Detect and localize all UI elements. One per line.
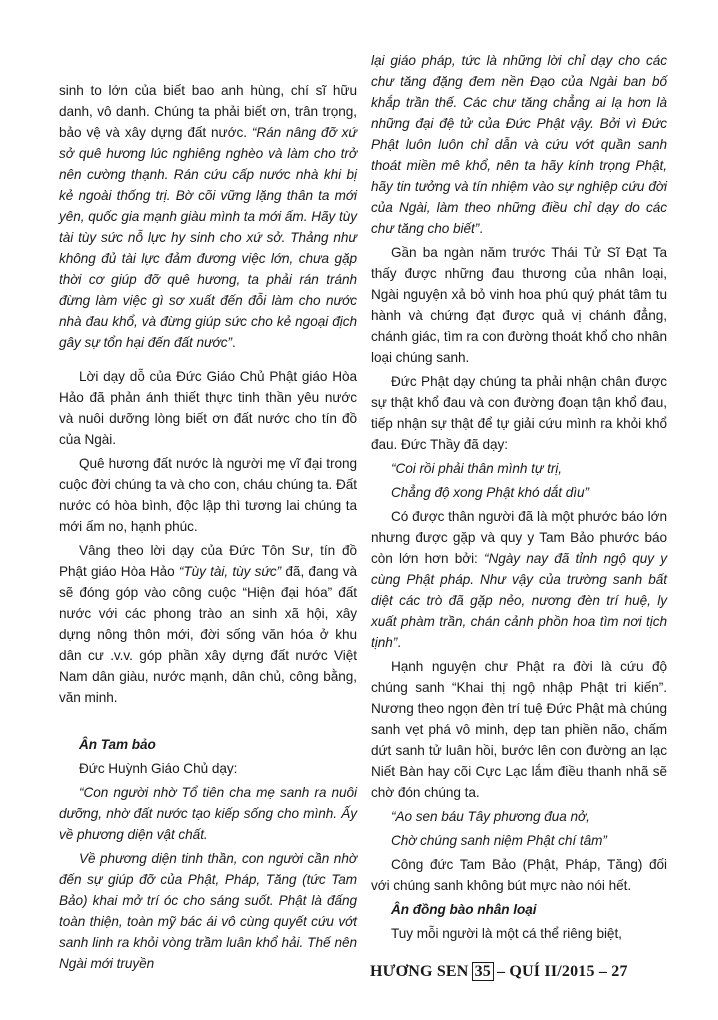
text-run: Đức Phật dạy chúng ta phải nhận chân được sự thật khổ đau và con đường đoạn tận khổ đau, tiếp nhận sự thật để tự giải cứu mình ra khỏi khổ đau. Đức Thầy đã dạy: xyxy=(371,374,667,452)
paragraph xyxy=(59,540,357,708)
text-run: Quê hương đất nước là người mẹ vĩ đại trong cuộc đời chúng ta và cho con, cháu chúng ta. Đất nước có hòa bình, độc lập thì tương lai chúng ta mới ấm no, hạnh phúc. xyxy=(59,456,357,534)
verse-line xyxy=(371,830,667,851)
text-run: . xyxy=(397,635,401,650)
right-column xyxy=(371,50,667,944)
italic-text-run: “Tùy tài, tùy sức” xyxy=(178,564,282,579)
italic-text-run: “Rán nâng đỡ xứ sở quê hương lúc nghiêng nghèo và làm cho trở nên cường thạnh. Rán cứu cấp nước nhà khi bị kẻ ngoài thống trị. Bờ cõi vững lặng thân ta mới yên, quốc gia mạnh giàu mình ta mới ấm. Hãy tùy tài tùy sức nỗ lực hy sinh cho xứ sở. Thảng như không đủ tài lực đảm đương việc lớn, chưa gặp thời cơ giúp đỡ quê hương, ta phải rán tránh đừng làm việc gì sơ xuất đến đỗi làm cho nước nhà đau khổ, và đừng giúp sức cho kẻ ngoại địch gây sự tổn hại đến đất nước” xyxy=(59,125,357,350)
paragraph xyxy=(371,656,667,803)
issue-period: – QUÍ II/2015 – xyxy=(496,963,608,980)
paragraph xyxy=(371,854,667,896)
paragraph xyxy=(59,453,357,537)
text-run: Công đức Tam Bảo (Phật, Pháp, Tăng) đối với chúng sanh không bút mực nào nói hết. xyxy=(371,857,667,893)
text-run: Gần ba ngàn năm trước Thái Tử Sĩ Đạt Ta thấy được những đau thương của nhân loại, Ngài nguyện xả bỏ vinh hoa phú quý phát tâm tu hành và chứng đạt được quả vị chánh đẳng, chánh giác, tìm ra con đường thoát khổ cho nhân loại chúng sanh. xyxy=(371,245,667,365)
verse-line xyxy=(371,482,667,503)
italic-text-run: lại giáo pháp, tức là những lời chỉ dạy cho các chư tăng đặng đem nền Đạo của Ngài ban bố khắp trần thế. Các chư tăng chẳng ai lạ hơn là những đại đệ tử của Đức Phật vậy. Bởi vì Đức Phật luôn luôn chỉ dẫn và cứu vớt quần sanh thoát miền mê khổ, nên ta hãy kính trọng Phật, hãy tin tưởng và tín nhiệm vào sự nghiệp cứu đời của Ngài, làm theo những điều chỉ dạy do các chư tăng cho biết” xyxy=(371,53,667,236)
text-run: . xyxy=(479,221,483,236)
quote-paragraph xyxy=(59,782,357,845)
verse-line xyxy=(371,806,667,827)
italic-text-run: “Con người nhờ Tổ tiên cha mẹ sanh ra nuôi dưỡng, nhờ đất nước tạo kiếp sống cho mình. Ấy về phương diện vật chất. xyxy=(59,785,357,842)
paragraph xyxy=(371,242,667,368)
section-heading xyxy=(59,734,357,755)
paragraph xyxy=(371,506,667,653)
issue-number-box: 35 xyxy=(472,962,494,981)
section-heading xyxy=(371,899,667,920)
paragraph xyxy=(59,80,357,353)
italic-text-run: Chẳng độ xong Phật khó dắt dìu” xyxy=(391,485,589,500)
text-run: Đức Huỳnh Giáo Chủ dạy: xyxy=(79,761,238,776)
paragraph xyxy=(59,366,357,450)
italic-text-run: “Ngày nay đã tỉnh ngộ quy y cùng Phật pháp. Như vậy của trường sanh bất diệt các trò đã gặp nẻo, nương đèn trí huệ, ly xuất phàm trần, chán cảnh phồn hoa tìm nơi tịch tịnh” xyxy=(371,551,667,650)
text-run: đã, đang và sẽ đóng góp vào công cuộc “Hiện đại hóa” đất nước với các phong trào an sinh xã hội, xây dựng nông thôn mới, đời sống văn hóa ở khu dân cư .v.v. góp phần xây dựng đất nước Việt Nam dân giàu, nước mạnh, dân chủ, công bằng, văn minh. xyxy=(59,564,357,705)
text-run: Ân Tam bảo xyxy=(79,737,156,752)
italic-text-run: “Coi rồi phải thân mình tự trị, xyxy=(391,461,563,476)
italic-text-run: “Ao sen báu Tây phương đua nở, xyxy=(391,809,590,824)
verse-line xyxy=(371,458,667,479)
left-column xyxy=(59,80,357,974)
text-run: sinh to lớn của biết bao anh hùng, chí sĩ hữu danh, vô danh. Chúng ta phải biết ơn, trân trọng, bảo vệ và xây dựng đất nước. xyxy=(59,83,357,140)
page-footer xyxy=(370,963,670,981)
text-run: Có được thân người đã là một phước báo lớn nhưng được gặp và quy y Tam Bảo phước báo còn lớn hơn bởi: xyxy=(371,509,667,566)
paragraph xyxy=(371,371,667,455)
page-number: 27 xyxy=(611,963,628,980)
text-run: Tuy mỗi người là một cá thể riêng biệt, xyxy=(391,926,622,941)
italic-text-run: Chờ chúng sanh niệm Phật chí tâm” xyxy=(391,833,607,848)
text-run: Lời dạy dỗ của Đức Giáo Chủ Phật giáo Hòa Hảo đã phản ánh thiết thực tinh thần yêu nước và nuôi dưỡng lòng biết ơn đất nước cho tín đồ của Ngài. xyxy=(59,369,357,447)
text-run: Vâng theo lời dạy của Đức Tôn Sư, tín đồ Phật giáo Hòa Hảo xyxy=(59,543,357,579)
text-run: . xyxy=(231,335,236,350)
paragraph xyxy=(59,758,357,779)
paragraph xyxy=(371,923,667,944)
text-run: Hạnh nguyện chư Phật ra đời là cứu độ chúng sanh “Khai thị ngộ nhập Phật tri kiến”. Nương theo ngọn đèn trí tuệ Đức Phật mà chúng sanh vẹt phá vô minh, dẹp tan phiền não, chấm dứt sanh tử luân hồi, bước lên con đường an lạc Niết Bàn hay cõi Cực Lạc lắm điều thanh nhã sẽ chờ đón chúng ta. xyxy=(371,659,667,800)
quote-paragraph xyxy=(371,50,667,239)
italic-text-run: Về phương diện tinh thần, con người cần nhờ đến sự giúp đỡ của Phật, Pháp, Tăng (tức Tam Bảo) khai mở trí óc cho sáng suốt. Phật là đấng toàn thiện, toàn mỹ bác ái vô cùng quyết cứu vớt sanh linh ra khỏi vòng trầm luân khổ hải. Thế nên Ngài mới truyền xyxy=(59,851,357,971)
magazine-title: HƯƠNG SEN xyxy=(370,963,469,980)
text-run: Ân đồng bào nhân loại xyxy=(391,902,537,917)
quote-paragraph xyxy=(59,848,357,974)
